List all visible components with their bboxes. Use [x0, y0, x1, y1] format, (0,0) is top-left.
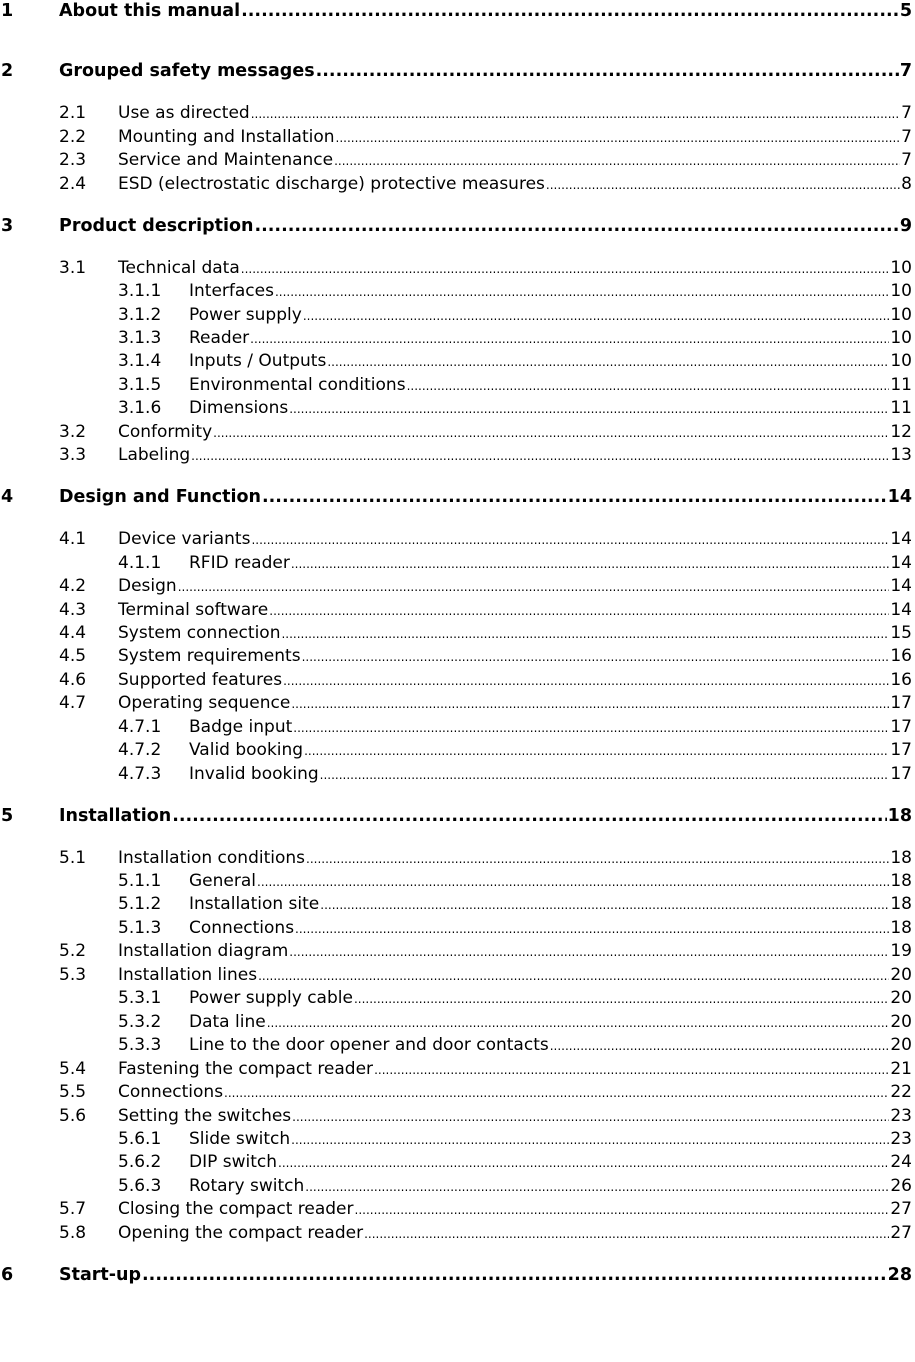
toc-entry-5-6-2[interactable]	[0, 1151, 912, 1173]
toc-entry-5-1-3[interactable]	[0, 917, 912, 939]
toc-entry-title: Installation lines	[118, 965, 258, 985]
dot-leader	[320, 894, 889, 915]
dot-leader	[316, 60, 899, 82]
toc-entry-number: 3.1.4	[118, 351, 162, 371]
toc-entry-title: Valid booking	[189, 740, 304, 760]
toc-entry-5-2[interactable]	[0, 940, 912, 962]
dot-leader	[407, 375, 890, 396]
dot-leader	[224, 1082, 889, 1103]
toc-entry-page: 14	[887, 487, 912, 507]
toc-entry-page: 24	[890, 1152, 912, 1172]
toc-entry-number: 3.2	[59, 422, 87, 442]
dot-leader	[254, 215, 898, 237]
toc-entry-page: 21	[890, 1059, 912, 1079]
toc-entry-4-7[interactable]	[0, 692, 912, 714]
toc-entry-number: 5.6	[59, 1106, 87, 1126]
toc-entry-page: 19	[890, 941, 912, 961]
toc-entry-number: 3.1.3	[118, 328, 162, 348]
dot-leader	[304, 740, 889, 761]
toc-entry-number: 5.6.1	[118, 1129, 162, 1149]
toc-entry-title: Power supply cable	[189, 988, 353, 1008]
dot-leader	[354, 988, 889, 1009]
dot-leader	[291, 693, 889, 714]
dot-leader	[142, 1264, 887, 1286]
toc-entry-title: Supported features	[118, 670, 283, 690]
toc-entry-5-1-2[interactable]	[0, 893, 912, 915]
toc-entry-title: System requirements	[118, 646, 301, 666]
toc-entry-number: 3.1.1	[118, 281, 162, 301]
toc-entry-3-1[interactable]	[0, 257, 912, 279]
toc-entry-title: Operating sequence	[118, 693, 291, 713]
toc-entry-3-1-3[interactable]	[0, 327, 912, 349]
toc-entry-3-1-1[interactable]	[0, 280, 912, 302]
toc-entry-2-4[interactable]	[0, 173, 912, 195]
toc-entry-number: 5.1.1	[118, 871, 162, 891]
toc-entry-number: 5.2	[59, 941, 87, 961]
toc-entry-page: 14	[890, 529, 912, 549]
toc-entry-page: 5	[899, 1, 912, 21]
toc-entry-title: Invalid booking	[189, 764, 319, 784]
toc-entry-page: 20	[890, 988, 912, 1008]
toc-entry-title: Line to the door opener and door contacts	[189, 1035, 549, 1055]
toc-entry-number: 4.7.2	[118, 740, 162, 760]
toc-entry-page: 13	[890, 445, 912, 465]
dot-leader	[320, 764, 890, 785]
toc-entry-page: 10	[890, 258, 912, 278]
dot-leader	[295, 918, 889, 939]
toc-entry-number: 5.6.3	[118, 1176, 162, 1196]
toc-entry-page: 10	[890, 305, 912, 325]
dot-leader	[172, 805, 886, 827]
toc-entry-number: 2	[1, 61, 14, 81]
toc-entry-title: About this manual	[59, 1, 241, 21]
toc-entry-page: 7	[899, 61, 912, 81]
dot-leader	[275, 281, 889, 302]
toc-entry-title: Connections	[118, 1082, 224, 1102]
toc-entry-page: 27	[890, 1199, 912, 1219]
toc-entry-4-1-1[interactable]	[0, 552, 912, 574]
toc-entry-number: 4.7	[59, 693, 87, 713]
toc-entry-title: Device variants	[118, 529, 251, 549]
toc-entry-number: 4.7.3	[118, 764, 162, 784]
toc-entry-5-7[interactable]	[0, 1198, 912, 1220]
toc-entry-title: Installation diagram	[118, 941, 289, 961]
toc-entry-4-4[interactable]	[0, 622, 912, 644]
toc-entry-title: Conformity	[118, 422, 213, 442]
toc-entry-3-3[interactable]	[0, 444, 912, 466]
toc-entry-number: 2.3	[59, 150, 87, 170]
toc-entry-number: 5.3.1	[118, 988, 162, 1008]
dot-leader	[241, 0, 899, 22]
toc-entry-title: Labeling	[118, 445, 191, 465]
toc-entry-number: 4.5	[59, 646, 87, 666]
toc-entry-title: Connections	[189, 918, 295, 938]
toc-entry-title: Badge input	[189, 717, 293, 737]
toc-entry-title: Inputs / Outputs	[189, 351, 327, 371]
toc-entry-2-2[interactable]	[0, 126, 912, 148]
toc-entry-title: Data line	[189, 1012, 266, 1032]
toc-entry-page: 20	[890, 965, 912, 985]
toc-entry-number: 4.1	[59, 529, 87, 549]
toc-entry-page: 23	[890, 1106, 912, 1126]
toc-entry-number: 6	[1, 1265, 14, 1285]
toc-entry-title: Installation site	[189, 894, 320, 914]
toc-entry-4[interactable]	[0, 486, 912, 508]
toc-entry-title: Setting the switches	[118, 1106, 292, 1126]
toc-entry-5-1-1[interactable]	[0, 870, 912, 892]
toc-entry-number: 2.4	[59, 174, 87, 194]
dot-leader	[355, 1199, 890, 1220]
toc-entry-number: 2.2	[59, 127, 87, 147]
toc-entry-number: 4.4	[59, 623, 87, 643]
toc-entry-5-1[interactable]	[0, 847, 912, 869]
toc-entry-page: 7	[901, 127, 912, 147]
toc-entry-3-1-6[interactable]	[0, 397, 912, 419]
toc-entry-number: 5.1	[59, 848, 87, 868]
dot-leader	[178, 576, 890, 597]
toc-entry-2-3[interactable]	[0, 149, 912, 171]
dot-leader	[267, 1012, 890, 1033]
dot-leader	[334, 150, 900, 171]
toc-entry-title: Terminal software	[118, 600, 269, 620]
toc-entry-5-6-3[interactable]	[0, 1175, 912, 1197]
toc-entry-3[interactable]	[0, 215, 912, 237]
dot-leader	[303, 305, 890, 326]
toc-entry-3-1-2[interactable]	[0, 304, 912, 326]
toc-entry-5-3[interactable]	[0, 964, 912, 986]
dot-leader	[281, 623, 889, 644]
toc-entry-title: Reader	[189, 328, 250, 348]
toc-entry-4-7-1[interactable]	[0, 716, 912, 738]
toc-entry-5-6-1[interactable]	[0, 1128, 912, 1150]
toc-entry-page: 10	[890, 281, 912, 301]
toc-entry-page: 23	[890, 1129, 912, 1149]
toc-entry-2-1[interactable]	[0, 102, 912, 124]
toc-entry-number: 5.3	[59, 965, 87, 985]
toc-entry-page: 18	[890, 848, 912, 868]
toc-entry-title: General	[189, 871, 256, 891]
toc-entry-number: 5	[1, 806, 14, 826]
toc-entry-5-4[interactable]	[0, 1058, 912, 1080]
toc-entry-title: Use as directed	[118, 103, 250, 123]
toc-entry-title: Grouped safety messages	[59, 61, 315, 81]
dot-leader	[213, 422, 889, 443]
toc-entry-page: 7	[901, 103, 912, 123]
toc-entry-title: Power supply	[189, 305, 302, 325]
toc-entry-4-5[interactable]	[0, 645, 912, 667]
toc-entry-page: 14	[890, 600, 912, 620]
toc-entry-title: Environmental conditions	[189, 375, 406, 395]
dot-leader	[289, 941, 889, 962]
toc-entry-number: 4.6	[59, 670, 87, 690]
toc-entry-title: Design and Function	[59, 487, 261, 507]
dot-leader	[292, 1106, 889, 1127]
toc-entry-number: 4.3	[59, 600, 87, 620]
dot-leader	[278, 1152, 889, 1173]
toc-entry-number: 1	[1, 1, 14, 21]
toc-entry-5-8[interactable]	[0, 1222, 912, 1244]
toc-entry-number: 3.1.6	[118, 398, 162, 418]
toc-entry-page: 8	[901, 174, 912, 194]
toc-entry-page: 17	[890, 693, 912, 713]
toc-entry-title: Technical data	[118, 258, 240, 278]
dot-leader	[289, 398, 889, 419]
dot-leader	[546, 174, 900, 195]
dot-leader	[302, 646, 890, 667]
toc-entry-number: 2.1	[59, 103, 87, 123]
dot-leader	[250, 328, 889, 349]
dot-leader	[269, 600, 889, 621]
toc-entry-page: 18	[890, 894, 912, 914]
toc-entry-6[interactable]	[0, 1264, 912, 1286]
dot-leader	[262, 486, 887, 508]
toc-entry-page: 12	[890, 422, 912, 442]
toc-entry-number: 3.1.5	[118, 375, 162, 395]
dot-leader	[251, 103, 900, 124]
toc-entry-number: 5.4	[59, 1059, 87, 1079]
dot-leader	[364, 1223, 889, 1244]
toc-entry-5[interactable]	[0, 805, 912, 827]
toc-entry-number: 5.3.3	[118, 1035, 162, 1055]
toc-entry-3-1-4[interactable]	[0, 350, 912, 372]
toc-entry-number: 5.3.2	[118, 1012, 162, 1032]
toc-entry-page: 26	[890, 1176, 912, 1196]
toc-entry-page: 10	[890, 328, 912, 348]
toc-entry-page: 11	[890, 398, 912, 418]
toc-entry-number: 4	[1, 487, 14, 507]
toc-entry-title: Product description	[59, 216, 254, 236]
dot-leader	[258, 965, 889, 986]
toc-entry-title: Rotary switch	[189, 1176, 305, 1196]
toc-entry-number: 4.2	[59, 576, 87, 596]
toc-entry-title: Closing the compact reader	[118, 1199, 354, 1219]
toc-entry-4-6[interactable]	[0, 669, 912, 691]
toc-entry-title: Service and Maintenance	[118, 150, 334, 170]
toc-entry-3-2[interactable]	[0, 421, 912, 443]
toc-entry-number: 3.1	[59, 258, 87, 278]
toc-entry-2[interactable]	[0, 60, 912, 82]
toc-entry-title: Dimensions	[189, 398, 289, 418]
toc-entry-number: 3	[1, 216, 14, 236]
toc-entry-title: Installation	[59, 806, 172, 826]
toc-entry-number: 5.7	[59, 1199, 87, 1219]
toc-entry-number: 4.1.1	[118, 553, 162, 573]
toc-entry-page: 16	[890, 646, 912, 666]
dot-leader	[283, 670, 889, 691]
dot-leader	[257, 871, 889, 892]
toc-entry-number: 3.1.2	[118, 305, 162, 325]
dot-leader	[374, 1059, 889, 1080]
toc-entry-4-3[interactable]	[0, 599, 912, 621]
dot-leader	[251, 529, 889, 550]
toc-entry-page: 27	[890, 1223, 912, 1243]
toc-entry-title: Installation conditions	[118, 848, 306, 868]
toc-entry-page: 15	[890, 623, 912, 643]
toc-entry-page: 20	[890, 1035, 912, 1055]
toc-entry-page: 14	[890, 553, 912, 573]
dot-leader	[336, 127, 901, 148]
toc-entry-5-6[interactable]	[0, 1105, 912, 1127]
dot-leader	[306, 848, 889, 869]
dot-leader	[291, 553, 890, 574]
toc-entry-title: System connection	[118, 623, 281, 643]
toc-entry-title: Opening the compact reader	[118, 1223, 364, 1243]
toc-entry-page: 18	[890, 871, 912, 891]
toc-entry-number: 5.1.2	[118, 894, 162, 914]
toc-entry-5-3-2[interactable]	[0, 1011, 912, 1033]
toc-entry-page: 14	[890, 576, 912, 596]
toc-entry-page: 20	[890, 1012, 912, 1032]
dot-leader	[191, 445, 889, 466]
toc-entry-number: 3.3	[59, 445, 87, 465]
toc-entry-page: 7	[901, 150, 912, 170]
toc-entry-page: 18	[890, 918, 912, 938]
toc-entry-page: 11	[890, 375, 912, 395]
toc-entry-title: Design	[118, 576, 177, 596]
dot-leader	[291, 1129, 889, 1150]
toc-entry-number: 5.6.2	[118, 1152, 162, 1172]
toc-entry-1[interactable]	[0, 0, 912, 22]
dot-leader	[241, 258, 890, 279]
toc-entry-title: DIP switch	[189, 1152, 278, 1172]
dot-leader	[293, 717, 889, 738]
toc-entry-page: 9	[899, 216, 912, 236]
toc-entry-4-7-3[interactable]	[0, 763, 912, 785]
toc-entry-title: Interfaces	[189, 281, 274, 301]
toc-entry-title: ESD (electrostatic discharge) protective measures	[118, 174, 545, 194]
toc-entry-page: 17	[890, 717, 912, 737]
dot-leader	[327, 351, 889, 372]
toc-entry-number: 5.5	[59, 1082, 87, 1102]
toc-entry-page: 16	[890, 670, 912, 690]
toc-entry-title: Slide switch	[189, 1129, 291, 1149]
toc-entry-4-1[interactable]	[0, 528, 912, 550]
toc-entry-page: 17	[890, 740, 912, 760]
toc-entry-title: Mounting and Installation	[118, 127, 335, 147]
toc-entry-3-1-5[interactable]	[0, 374, 912, 396]
toc-entry-page: 17	[890, 764, 912, 784]
toc-entry-number: 5.1.3	[118, 918, 162, 938]
toc-entry-4-2[interactable]	[0, 575, 912, 597]
toc-entry-page: 22	[890, 1082, 912, 1102]
toc-entry-4-7-2[interactable]	[0, 739, 912, 761]
toc-entry-number: 5.8	[59, 1223, 87, 1243]
toc-entry-5-3-1[interactable]	[0, 987, 912, 1009]
toc-entry-number: 4.7.1	[118, 717, 162, 737]
toc-entry-page: 18	[887, 806, 912, 826]
toc-entry-5-3-3[interactable]	[0, 1034, 912, 1056]
toc-entry-5-5[interactable]	[0, 1081, 912, 1103]
dot-leader	[550, 1035, 890, 1056]
toc-entry-title: Start-up	[59, 1265, 142, 1285]
toc-entry-title: Fastening the compact reader	[118, 1059, 374, 1079]
toc-entry-title: RFID reader	[189, 553, 290, 573]
toc-entry-page: 28	[887, 1265, 912, 1285]
toc-entry-page: 10	[890, 351, 912, 371]
dot-leader	[305, 1176, 889, 1197]
